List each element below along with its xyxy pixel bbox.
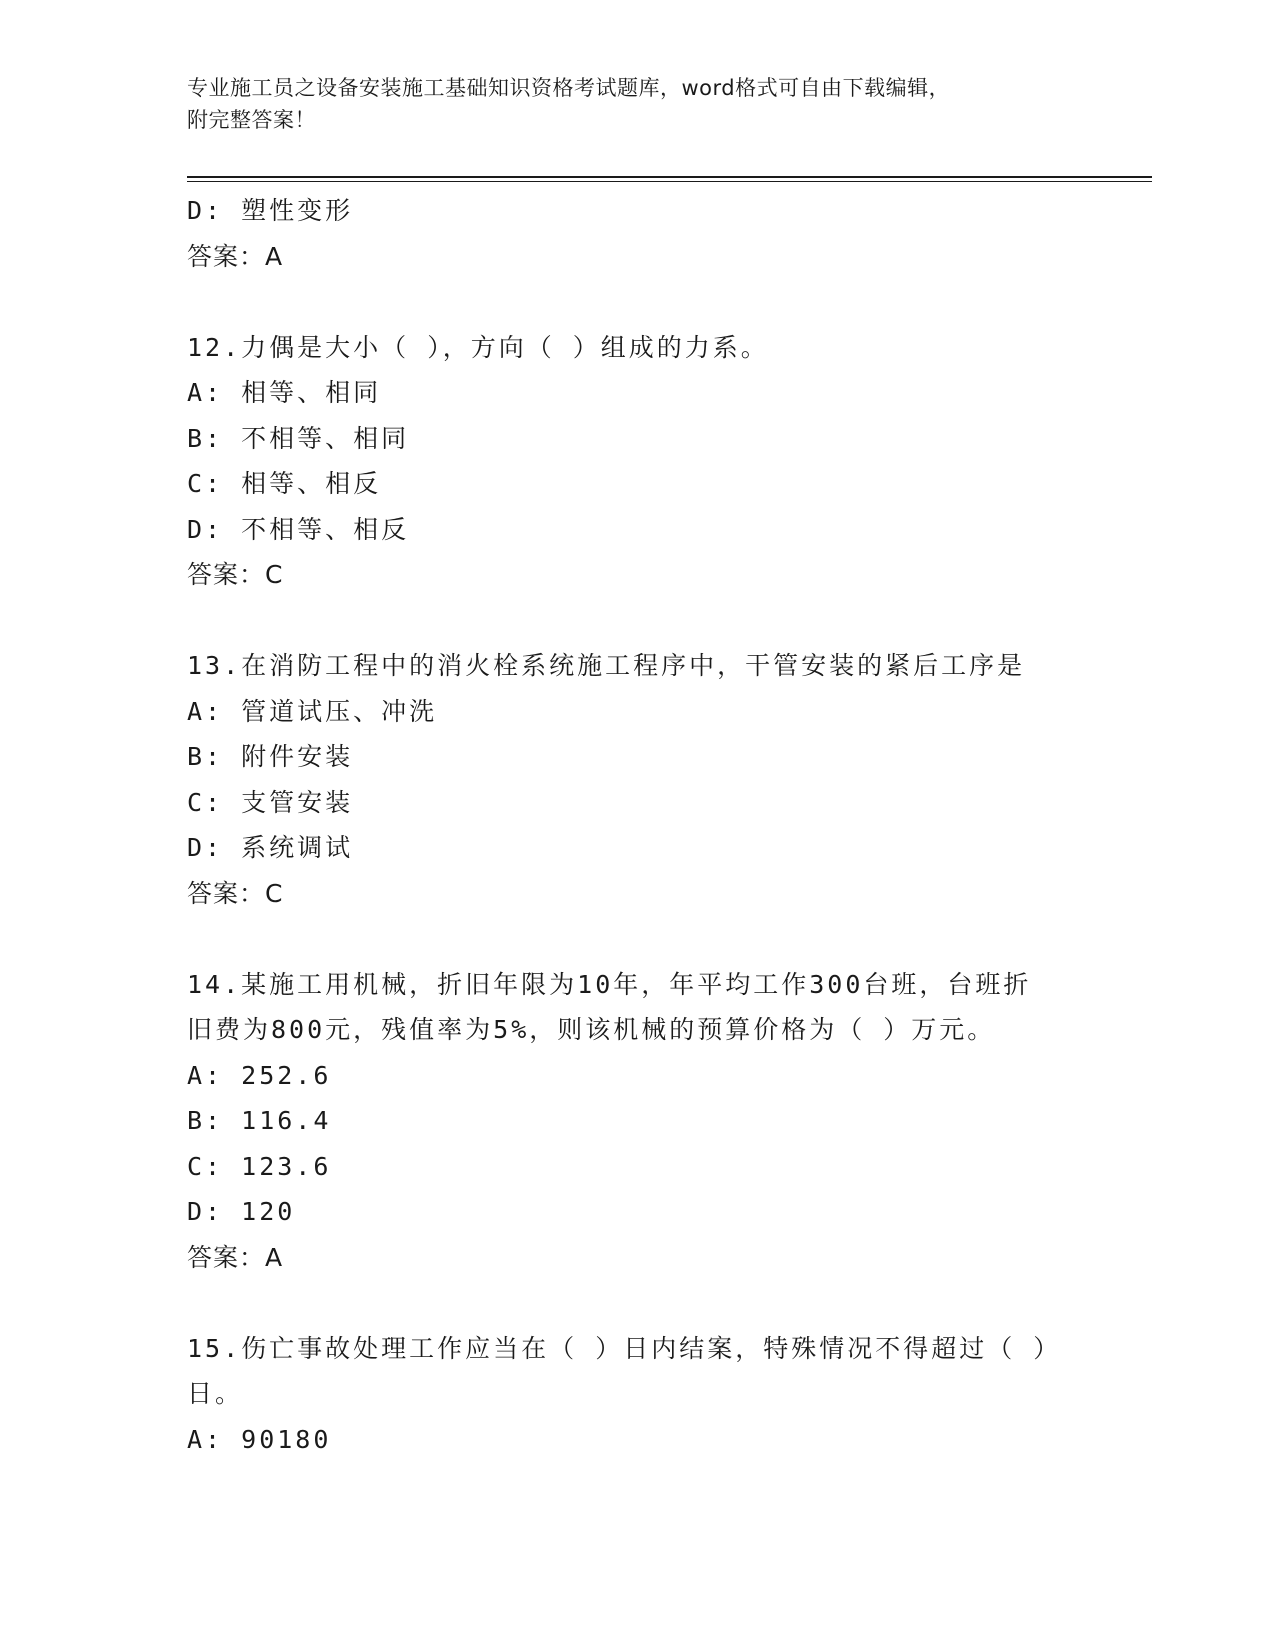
option-a: A: 相等、相同 bbox=[187, 378, 382, 407]
question-stem: 12.力偶是大小（ ），方向（ ）组成的力系。 bbox=[187, 332, 769, 362]
answer-line: 答案：A bbox=[187, 241, 284, 271]
option-d: D: 系统调试 bbox=[187, 833, 354, 862]
option-a: A: 管道试压、冲洗 bbox=[187, 696, 438, 726]
document-header bbox=[187, 72, 1067, 136]
option-b: B: 116.4 bbox=[187, 1106, 332, 1135]
question-12 bbox=[187, 325, 1067, 598]
option-d: D: 塑性变形 bbox=[187, 196, 354, 225]
question-15 bbox=[187, 1326, 1067, 1463]
option-a: A: 90180 bbox=[187, 1424, 332, 1454]
option-d: D: 120 bbox=[187, 1197, 296, 1226]
question-stem: 13.在消防工程中的消火栓系统施工程序中，干管安装的紧后工序是 bbox=[187, 651, 1026, 680]
question-14 bbox=[187, 962, 1067, 1281]
header-title-line-1: 专业施工员之设备安装施工基础知识资格考试题库，word格式可自由下载编辑， bbox=[187, 76, 951, 100]
question-stem-line-1: 14.某施工用机械，折旧年限为10年，年平均工作300台班，台班折 bbox=[187, 969, 1032, 999]
option-b: B: 不相等、相同 bbox=[187, 423, 410, 453]
header-title-line-2: 附完整答案！ bbox=[187, 108, 316, 132]
spacer bbox=[187, 598, 1067, 644]
spacer bbox=[187, 279, 1067, 325]
option-c: C: 123.6 bbox=[187, 1151, 332, 1181]
option-a: A: 252.6 bbox=[187, 1060, 332, 1090]
header-divider-thin bbox=[187, 181, 1152, 182]
question-stem-line-2: 日。 bbox=[187, 1379, 244, 1408]
option-c: C: 相等、相反 bbox=[187, 469, 382, 498]
option-c: C: 支管安装 bbox=[187, 787, 354, 817]
option-d: D: 不相等、相反 bbox=[187, 514, 410, 544]
spacer bbox=[187, 1280, 1067, 1326]
question-11-tail bbox=[187, 188, 1067, 279]
question-13 bbox=[187, 643, 1067, 916]
answer-line: 答案：C bbox=[187, 878, 284, 908]
question-list bbox=[187, 188, 1067, 1462]
answer-line: 答案：C bbox=[187, 560, 284, 589]
question-stem-line-2: 旧费为800元，残值率为5%，则该机械的预算价格为（ ）万元。 bbox=[187, 1015, 996, 1044]
answer-line: 答案：A bbox=[187, 1242, 284, 1272]
question-stem-line-1: 15.伤亡事故处理工作应当在（ ）日内结案，特殊情况不得超过（ ） bbox=[187, 1333, 1062, 1363]
option-b: B: 附件安装 bbox=[187, 742, 354, 771]
header-divider-thick bbox=[187, 176, 1152, 178]
spacer bbox=[187, 916, 1067, 962]
